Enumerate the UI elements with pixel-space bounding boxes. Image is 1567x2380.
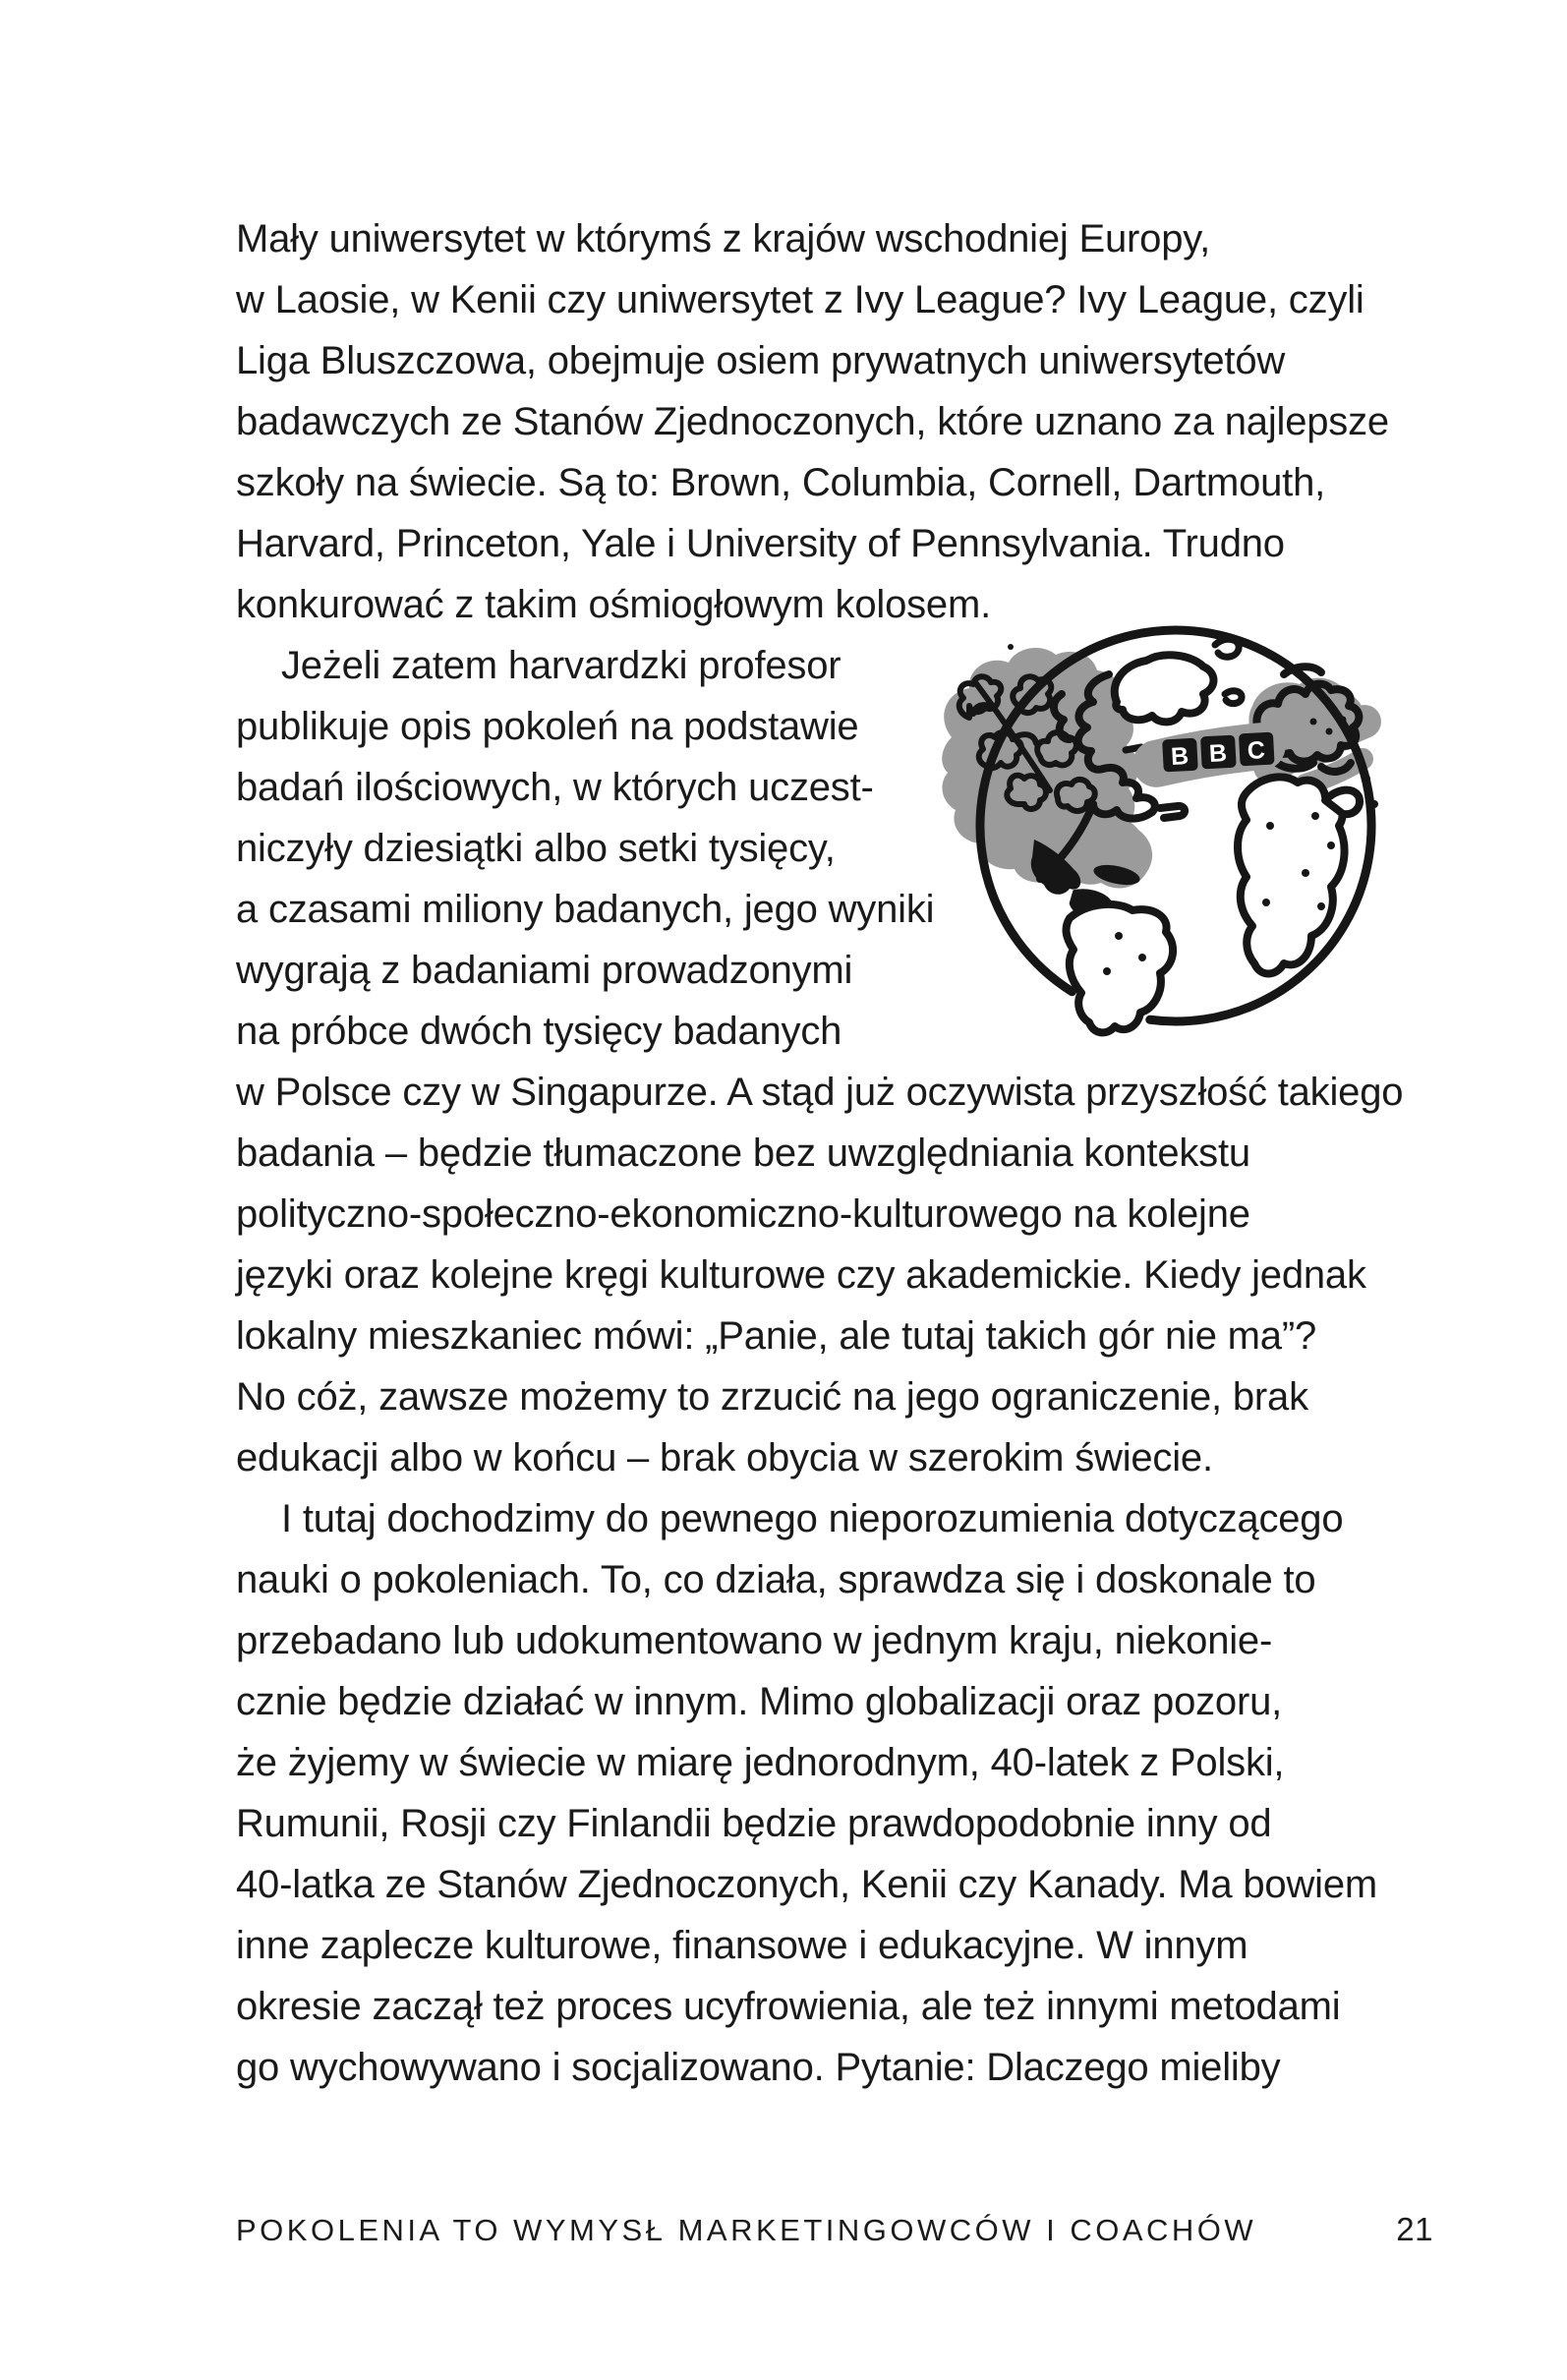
text-line: okresie zaczął też proces ucyfrowienia, ale też innymi metodami [236,1985,1341,2028]
globe-illustration [924,611,1435,1066]
text-line: lokalny mieszkaniec mówi: „Panie, ale tutaj takich gór nie ma”? [236,1314,1317,1358]
text-line: Mały uniwersytet w którymś z krajów wschodniej Europy, [236,217,1210,261]
body-text [236,208,1475,2098]
text-line: badań ilościowych, w których uczest- [236,766,874,809]
bbc-logo [1155,732,1275,773]
text-line: a czasami miliony badanych, jego wyniki [236,888,935,931]
paragraph-start-line: I tutaj dochodzimy do pewnego nieporozumienia dotyczącego [281,1497,1344,1540]
running-head: POKOLENIA TO WYMYSŁ MARKETINGOWCÓW I COACHÓW [236,2213,1257,2247]
text-line: badawczych ze Stanów Zjednoczonych, które uznano za najlepsze [236,400,1389,443]
text-line: wygrają z badaniami prowadzonymi [236,949,853,992]
text-line: edukacji albo w końcu – brak obycia w szerokim świecie. [236,1436,1213,1480]
text-line: w Laosie, w Kenii czy uniwersytet z Ivy League? Ivy League, czyli [236,278,1364,321]
south-america-outline [1067,904,1174,1033]
text-line: 40-latka ze Stanów Zjednoczonych, Kenii czy Kanady. Ma bowiem [236,1863,1377,1906]
greenland-outline [1115,655,1214,722]
text-line: niczyły dziesiątki albo setki tysięcy, [236,827,836,870]
globe-sketch-svg [924,611,1435,1066]
paragraph-start-line: Jeżeli zatem harvardzki profesor [281,644,842,687]
text-line: publikuje opis pokoleń na podstawie [236,705,859,748]
bbc-letter-b3: C [1247,736,1266,765]
text-line: że żyjemy w świecie w miarę jednorodnym, 40-latek z Polski, [236,1741,1285,1784]
text-line: badania – będzie tłumaczone bez uwzględniania kontekstu [236,1132,1250,1175]
text-line: języki oraz kolejne kręgi kulturowe czy akademickie. Kiedy jednak [236,1253,1366,1297]
page-footer [236,2211,1433,2248]
bbc-letter-b1: B [1170,742,1190,772]
text-line: No cóż, zawsze możemy to zrzucić na jego ograniczenie, brak [236,1375,1308,1419]
text-line: w Polsce czy w Singapurze. A stąd już oczywista przyszłość takiego [236,1071,1404,1114]
text-line: konkurować z takim ośmiogłowym kolosem. [236,583,992,626]
text-line: na próbce dwóch tysięcy badanych [236,1010,842,1053]
text-line: inne zaplecze kulturowe, finansowe i edukacyjne. W innym [236,1924,1248,1967]
text-line: go wychowywano i socjalizowano. Pytanie: Dlaczego mieliby [236,2046,1281,2089]
text-line: przebadano lub udokumentowano w jednym kraju, niekonie- [236,1619,1273,1662]
africa-outline [1238,777,1360,973]
bbc-letter-b2: B [1208,739,1228,768]
text-line: Rumunii, Rosji czy Finlandii będzie prawdopodobnie inny od [236,1802,1272,1845]
text-line: nauki o pokoleniach. To, co działa, sprawdza się i doskonale to [236,1558,1316,1601]
page-number: 21 [1396,2211,1433,2247]
text-line: szkoły na świecie. Są to: Brown, Columbia, Cornell, Dartmouth, [236,461,1326,504]
text-line: cznie będzie działać w innym. Mimo globalizacji oraz pozoru, [236,1680,1283,1723]
text-line: polityczno-społeczno-ekonomiczno-kulturowego na kolejne [236,1192,1250,1236]
text-line: Liga Bluszczowa, obejmuje osiem prywatnych uniwersytetów [236,339,1286,382]
text-line: Harvard, Princeton, Yale i University of Pennsylvania. Trudno [236,522,1285,565]
